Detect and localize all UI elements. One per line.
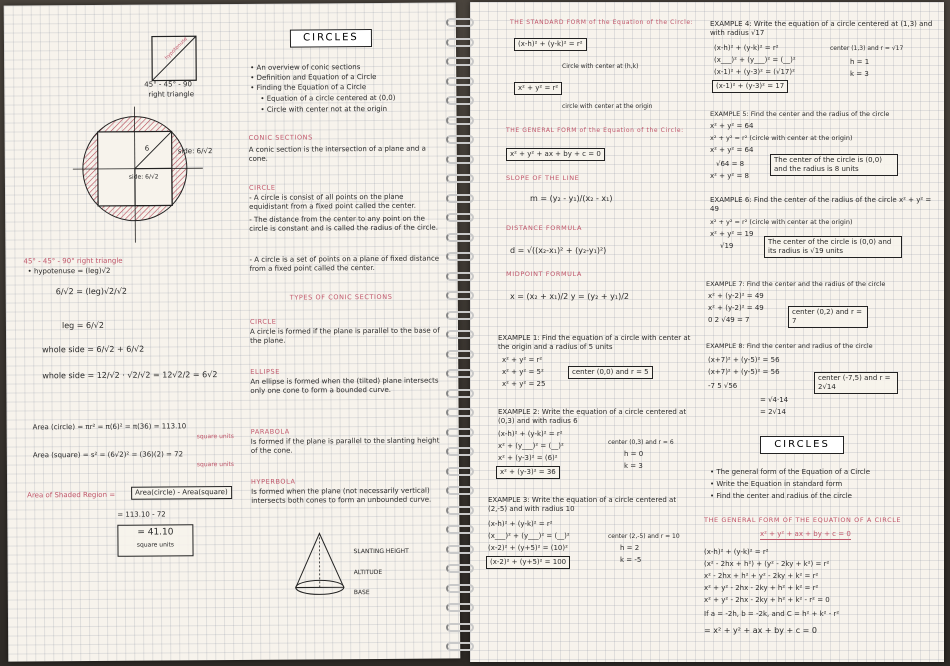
binding-ring [446, 545, 474, 554]
type-parabola-heading: PARABOLA [250, 427, 290, 436]
binding-ring [446, 447, 474, 456]
rule-line-3: leg = 6/√2 [61, 320, 104, 331]
binding-ring [446, 77, 474, 86]
binding-ring [446, 135, 474, 144]
overview-4: • Equation of a circle centered at (0,0) [260, 93, 396, 103]
ex2-line-1: (x-h)² + (y-k)² = r² [498, 430, 563, 438]
overview-5: • Circle with center not at the origin [260, 104, 388, 114]
binding-ring [446, 408, 474, 417]
binding-ring [446, 116, 474, 125]
binding-ring [446, 369, 474, 378]
std-heading: THE STANDARD FORM of the Equation of the Circle: [510, 19, 694, 26]
ex6-box: The center of the circle is (0,0) and its radius is √19 units [764, 236, 902, 258]
binding-ring [446, 272, 474, 281]
binding-ring [446, 389, 474, 398]
binding-ring [446, 213, 474, 222]
ex3-title: EXAMPLE 3: Write the equation of a circle centered at (2,-5) and with radius 10 [488, 496, 677, 513]
ex2-side-3: k = 3 [624, 462, 643, 470]
cone-label-altitude: ALTITUDE [353, 568, 383, 577]
distance-heading: DISTANCE FORMULA [506, 224, 583, 232]
ex8-box: center (-7,5) and r = 2√14 [814, 372, 898, 394]
whole-side-1: whole side = 6/√2 + 6/√2 [42, 344, 145, 355]
type-hyperbola-heading: HYPERBOLA [251, 477, 296, 486]
overview-1: • An overview of conic sections [250, 63, 361, 72]
type-parabola-text: Is formed if the plane is parallel to the slanting height of the cone. [250, 436, 440, 455]
ex5-line-3: x² + y² = 64 [710, 146, 754, 154]
binding-ring [446, 96, 474, 105]
ex8-line-4: = √4·14 [760, 396, 789, 404]
expand-5: x² + y² - 2hx - 2ky + h² + k² - r² = 0 [704, 596, 830, 604]
ex5-line-1: x² + y² = 64 [710, 122, 754, 130]
diag-label: 6 [144, 144, 150, 153]
circle-text-3: - A circle is a set of points on a plane of fixed distance from a fixed point called the center. [249, 254, 440, 273]
ex4-side-1: center (1,3) and r = √17 [830, 45, 904, 52]
binding-ring [446, 311, 474, 320]
type-hyperbola-text: Is formed when the plane (not necessarily vertical) intersects both cones to form an unbounded curve. [251, 486, 432, 505]
expand-4: x² + y² - 2hx - 2ky + h² + k² = r² [704, 584, 819, 592]
expand-6: If a = -2h, b = -2k, and C = h² + k² - r² [704, 610, 840, 618]
ex3-line-1: (x-h)² + (y-k)² = r² [488, 520, 553, 528]
shaded-units: square units [136, 541, 175, 549]
ex2-line-3: x² + (y-3)² = (6)² [498, 454, 558, 462]
std-note: Circle with center at (h,k) [562, 63, 639, 70]
area-circle: Area (circle) = πr² = π(6)² = π(36) = 113.10 [32, 422, 187, 432]
expand-2: (x² - 2hx + h²) + (y² - 2ky + k²) = r² [704, 560, 830, 568]
triangle-caption-2: right triangle [148, 90, 195, 99]
area-square-units: square units [196, 460, 235, 469]
ex1-line-1: x² + y² = r² [502, 356, 543, 364]
type-circle-heading: CIRCLE [249, 317, 277, 326]
binding-ring [446, 603, 474, 612]
ex8-line-3: -7 5 √56 [708, 382, 738, 390]
expand-1: (x-h)² + (y-k)² = r² [704, 548, 769, 556]
gen-eq: x² + y² + ax + by + c = 0 [506, 148, 605, 161]
ex6-title: EXAMPLE 6: Find the center of the radius of the circle x² + y² = 49 [710, 196, 932, 213]
ex8-line-1: (x+7)² + (y-5)² = 56 [708, 356, 780, 364]
ex3-line-3: (x-2)² + (y+5)² = (10)² [488, 544, 568, 552]
ex8-line-5: = 2√14 [760, 408, 786, 416]
binding-ring [446, 642, 474, 651]
side-bottom-label: side: 6/√2 [128, 173, 159, 181]
ex7-line-1: x² + (y-2)² = 49 [708, 292, 764, 300]
ex3-side-3: k = -5 [620, 556, 642, 564]
right-banner: CIRCLES [760, 436, 844, 454]
binding-ring [446, 330, 474, 339]
cone-diagram [291, 531, 351, 601]
binding-ring [446, 350, 474, 359]
ex5-line-2: x² + y² = r² (circle with center at the origin) [710, 134, 853, 142]
binding-ring [446, 428, 474, 437]
binding-ring [446, 57, 474, 66]
overview-2: • Definition and Equation of a Circle [250, 72, 377, 82]
type-ellipse-text: An ellipse is formed when the (tilted) plane intersects only one cone to form a bounded curve. [250, 376, 439, 395]
ex4-side-3: k = 3 [850, 70, 869, 78]
binding-ring [446, 291, 474, 300]
binding-ring [446, 584, 474, 593]
binding-ring [446, 623, 474, 632]
binding-ring [446, 194, 474, 203]
expand-7: = x² + y² + ax + by + c = 0 [704, 626, 818, 635]
binding-ring [446, 486, 474, 495]
binding-ring [446, 525, 474, 534]
type-ellipse-heading: ELLIPSE [250, 367, 280, 376]
ex3-line-2: (x___)² + (y___)² = (__)² [488, 532, 570, 540]
ex5-line-4: √64 = 8 [716, 160, 745, 168]
overview-3: • Finding the Equation of a Circle [250, 83, 367, 92]
ex7-line-3: 0 2 √49 = 7 [708, 316, 750, 324]
bullet-1: • The general form of the Equation of a Circle [710, 468, 871, 476]
shaded-calc: = 113.10 - 72 [117, 510, 166, 519]
ex2-title: EXAMPLE 2: Write the equation of a circle centered at (0,3) and with radius 6 [498, 408, 687, 425]
ex2-side-1: center (0,3) and r = 6 [608, 439, 674, 446]
ex8-line-2: (x+7)² + (y-5)² = 56 [708, 368, 780, 376]
ex4-line-2: (x___)² + (y___)² = (__)² [714, 56, 796, 64]
circle-text-1: - A circle is consist of all points on the plane equidistant from a fixed point called the center. [249, 192, 417, 211]
ex7-line-2: x² + (y-2)² = 49 [708, 304, 764, 312]
ex2-side-2: h = 0 [624, 450, 644, 458]
ex6-line-1: x² + y² = r² (circle with center at the origin) [710, 218, 853, 226]
shaded-result: = 41.10 [137, 527, 174, 538]
rule-heading: 45° - 45° - 90° right triangle [23, 256, 123, 266]
conic-heading: CONIC SECTIONS [248, 133, 313, 142]
left-page [4, 2, 461, 661]
ex8-title: EXAMPLE 8: Find the center and radius of the circle [706, 342, 873, 350]
binding-ring [446, 233, 474, 242]
ex1-title: EXAMPLE 1: Find the equation of a circle with center at the origin and a radius of 5 units [498, 334, 691, 351]
cone-label-slant: SLANTING HEIGHT [353, 547, 409, 556]
binding-ring [446, 252, 474, 261]
circle-heading: CIRCLE [248, 183, 276, 192]
triangle-caption-1: 45° - 45° - 90 [144, 80, 192, 89]
ex4-line-1: (x-h)² + (y-k)² = r² [714, 44, 779, 52]
circle-text-2: - The distance from the center to any point on the circle is constant and is called the radius of the circle. [249, 214, 438, 233]
shaded-result-box [117, 524, 193, 557]
rule-line-1: • hypotenuse = (leg)√2 [27, 266, 111, 276]
ex5-box: The center of the circle is (0,0) and the radius is 8 units [770, 154, 898, 176]
std-eq: (x-h)² + (y-k)² = r² [514, 38, 587, 51]
binding-ring [446, 155, 474, 164]
binding-ring [446, 564, 474, 573]
ex4-line-4: (x-1)² + (y-3)² = 17 [712, 80, 788, 93]
midpoint-heading: MIDPOINT FORMULA [506, 270, 582, 278]
slope-eq: m = (y₂ - y₁)/(x₂ - x₁) [530, 194, 613, 203]
ex4-title: EXAMPLE 4: Write the equation of a circle centered at (1,3) and with radius √17 [710, 20, 933, 37]
binding-ring [446, 506, 474, 515]
origin-note: circle with center at the origin [562, 103, 653, 110]
gen-heading: THE GENERAL FORM of the Equation of the Circle: [506, 127, 684, 134]
ex7-title: EXAMPLE 7: Find the center and the radius of the circle [706, 280, 886, 288]
right-page [470, 2, 944, 662]
ex3-side-2: h = 2 [620, 544, 640, 552]
binding-ring [446, 38, 474, 47]
shaded-label: Area of Shaded Region = [27, 490, 116, 500]
types-heading: TYPES OF CONIC SECTIONS [289, 292, 393, 302]
binding-ring [446, 467, 474, 476]
left-banner: CIRCLES [290, 29, 372, 48]
gen-form-eq: x² + y² + ax + by + c = 0 [760, 530, 851, 538]
area-circle-units: square units [196, 432, 234, 441]
shaded-formula: Area(circle) - Area(square) [131, 486, 232, 500]
spiral-binding [446, 0, 474, 666]
expand-3: x² - 2hx + h² + y² - 2ky + k² = r² [704, 572, 819, 580]
ex1-box: center (0,0) and r = 5 [568, 366, 653, 379]
area-square: Area (square) = s² = (6√2)² = (36)(2) = 72 [32, 450, 184, 460]
ex7-box: center (0,2) and r = 7 [788, 306, 868, 328]
conic-text: A conic section is the intersection of a plane and a cone. [248, 144, 426, 163]
binding-ring [446, 174, 474, 183]
ex4-line-3: (x-1)² + (y-3)² = (√17)² [714, 68, 795, 76]
type-circle-text: A circle is formed if the plane is parallel to the base of the plane. [249, 326, 440, 345]
distance-eq: d = √((x₂-x₁)² + (y₂-y₁)²) [510, 246, 607, 255]
ex1-line-3: x² + y² = 25 [502, 380, 546, 388]
ex5-title: EXAMPLE 5: Find the center and the radius of the circle [710, 110, 890, 118]
ex4-side-2: h = 1 [850, 58, 870, 66]
ex6-line-2: x² + y² = 19 [710, 230, 754, 238]
bullet-3: • Find the center and radius of the circle [710, 492, 852, 500]
ex2-line-4: x² + (y-3)² = 36 [496, 466, 560, 479]
origin-eq: x² + y² = r² [514, 82, 562, 95]
slope-heading: SLOPE OF THE LINE [506, 174, 580, 182]
rule-line-2: 6/√2 = (leg)√2/√2 [55, 286, 128, 297]
ex6-line-3: √19 [720, 242, 734, 250]
cone-label-base: BASE [353, 589, 370, 597]
whole-side-2: whole side = 12/√2 · √2/√2 = 12√2/2 = 6√2 [42, 370, 218, 381]
bullet-2: • Write the Equation in standard form [710, 480, 843, 488]
ex2-line-2: x² + (y___)² = (__)² [498, 442, 564, 450]
binding-ring [446, 18, 474, 27]
ex3-side-1: center (2,-5) and r = 10 [608, 533, 680, 540]
ex5-line-5: x² + y² = 8 [710, 172, 749, 180]
midpoint-eq: x = (x₂ + x₁)/2 y = (y₂ + y₁)/2 [510, 292, 629, 301]
gen-form-heading: THE GENERAL FORM OF THE EQUATION OF A CIRCLE [704, 516, 902, 524]
side-right-label: side: 6/√2 [177, 147, 213, 156]
ex3-line-4: (x-2)² + (y+5)² = 100 [486, 556, 570, 569]
ex1-line-2: x² + y² = 5² [502, 368, 544, 376]
hypotenuse-label: hypotenuse [163, 35, 189, 62]
